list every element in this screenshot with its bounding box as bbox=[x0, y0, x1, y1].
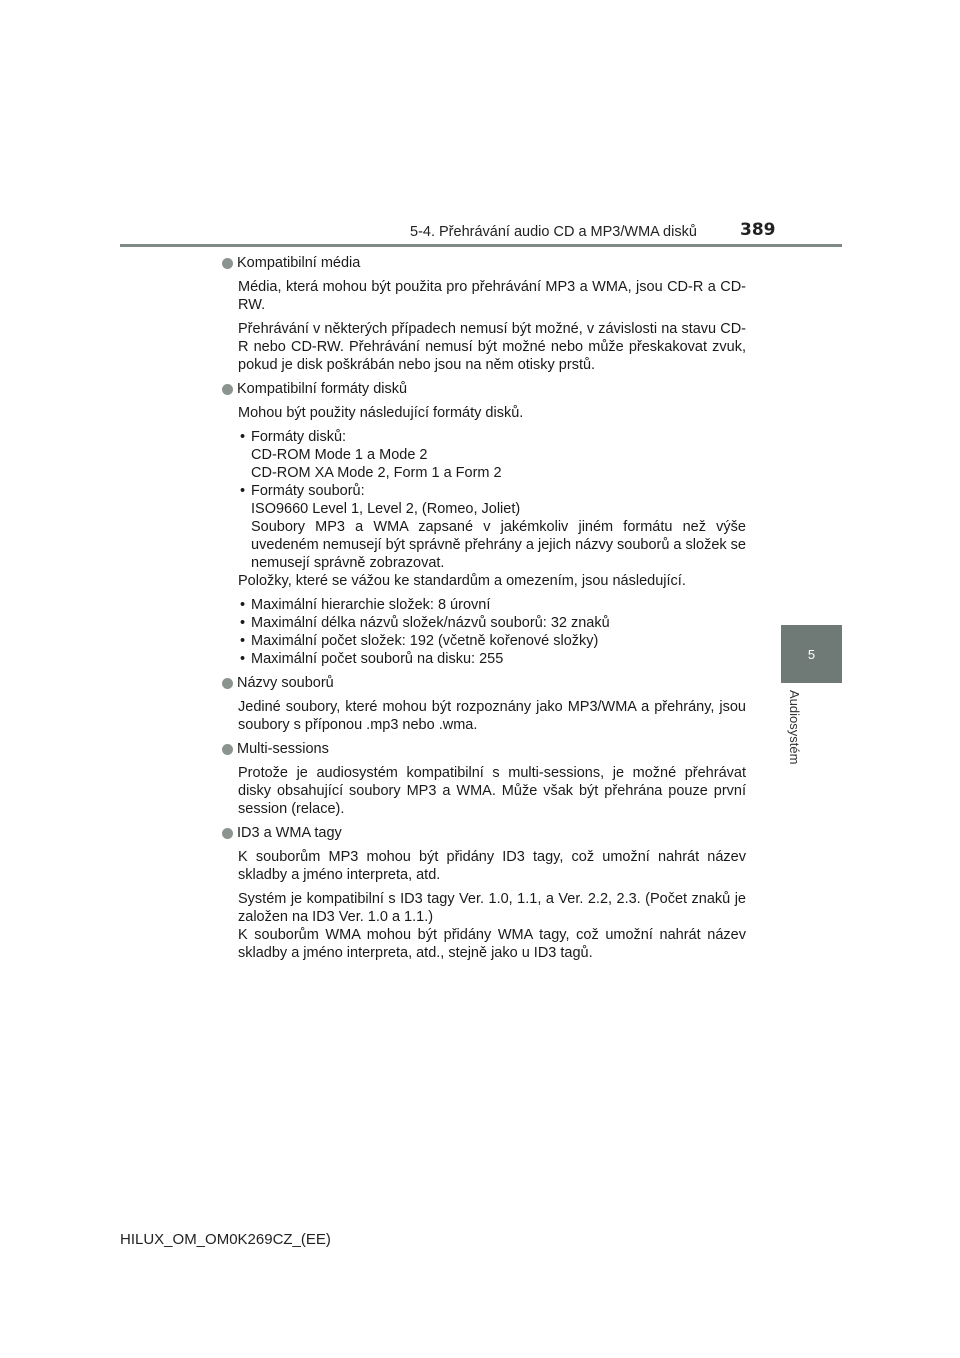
paragraph: Položky, které se vážou ke standardům a omezením, jsou následující. bbox=[238, 573, 686, 589]
bullet-icon bbox=[222, 744, 233, 755]
section-file-names bbox=[220, 674, 746, 734]
header-rule bbox=[120, 244, 842, 247]
section-heading: Kompatibilní formáty disků bbox=[237, 381, 408, 397]
bullet-icon bbox=[222, 384, 233, 395]
section-heading: Kompatibilní média bbox=[237, 255, 361, 271]
bullet-icon bbox=[222, 678, 233, 689]
bullet-icon bbox=[222, 828, 233, 839]
paragraph: K souborům WMA mohou být přidány WMA tagy, což umožní nahrát název skladby a jméno interpreta, atd., stejně jako u ID3 tagů. bbox=[238, 927, 746, 961]
document-code: HILUX_OM_OM0K269CZ_(EE) bbox=[120, 1231, 331, 1248]
section-id3-wma-tags bbox=[220, 824, 746, 962]
section-heading: Názvy souborů bbox=[237, 675, 334, 691]
page-header bbox=[0, 0, 960, 250]
format-list bbox=[238, 428, 746, 572]
bullet-icon bbox=[222, 258, 233, 269]
list-item: • Formáty disků: CD-ROM Mode 1 a Mode 2 CD-ROM XA Mode 2, Form 1 a Form 2 bbox=[238, 428, 746, 482]
list-item: • Maximální hierarchie složek: 8 úrovní bbox=[238, 596, 746, 614]
section-heading: ID3 a WMA tagy bbox=[237, 825, 342, 841]
section-title: 5-4. Přehrávání audio CD a MP3/WMA disků bbox=[410, 224, 697, 240]
section-disc-formats bbox=[220, 380, 746, 668]
chapter-label: Audiosystém bbox=[787, 690, 802, 765]
paragraph: Protože je audiosystém kompatibilní s multi-sessions, je možné přehrávat disky obsahující soubory MP3 a WMA. Může však být přehrána pouze první session (relace). bbox=[238, 765, 746, 817]
list-item: • Formáty souborů: ISO9660 Level 1, Level 2, (Romeo, Joliet) Soubory MP3 a WMA zapsané v jakémkoliv jiném formátu než výše uvedeném nemusejí být správně přehrány a jejich názvy souborů a složek se nemusejí správně zobrazovat. bbox=[238, 482, 746, 572]
paragraph: Systém je kompatibilní s ID3 tagy Ver. 1.0, 1.1, a Ver. 2.2, 2.3. (Počet znaků je založen na ID3 Ver. 1.0 a 1.1.) bbox=[238, 891, 746, 925]
paragraph: Média, která mohou být použita pro přehrávání MP3 a WMA, jsou CD-R a CD-RW. bbox=[238, 279, 746, 313]
list-item: • Maximální počet souborů na disku: 255 bbox=[238, 650, 746, 668]
paragraph: Přehrávání v některých případech nemusí být možné, v závislosti na stavu CD-R nebo CD-RW. Přehrávání nemusí být možné nebo může přeskakovat zvuk, pokud je disk poškrábán nebo jsou na něm otisky prstů. bbox=[238, 321, 746, 373]
list-item: • Maximální počet složek: 192 (včetně kořenové složky) bbox=[238, 632, 746, 650]
chapter-tab bbox=[781, 625, 842, 683]
list-item: • Maximální délka názvů složek/názvů souborů: 32 znaků bbox=[238, 614, 746, 632]
paragraph: K souborům MP3 mohou být přidány ID3 tagy, což umožní nahrát název skladby a jméno interpreta, atd. bbox=[238, 849, 746, 883]
section-compatible-media bbox=[220, 254, 746, 374]
chapter-label-wrap bbox=[781, 690, 811, 790]
chapter-number: 5 bbox=[807, 646, 816, 662]
section-multi-sessions bbox=[220, 740, 746, 818]
section-heading: Multi-sessions bbox=[237, 741, 329, 757]
paragraph: Mohou být použity následující formáty disků. bbox=[238, 405, 524, 421]
main-content bbox=[220, 254, 746, 968]
page-number: 389 bbox=[740, 220, 776, 240]
paragraph: Jediné soubory, které mohou být rozpoznány jako MP3/WMA a přehrány, jsou soubory s příponou .mp3 nebo .wma. bbox=[238, 699, 746, 733]
limits-list bbox=[238, 596, 746, 668]
